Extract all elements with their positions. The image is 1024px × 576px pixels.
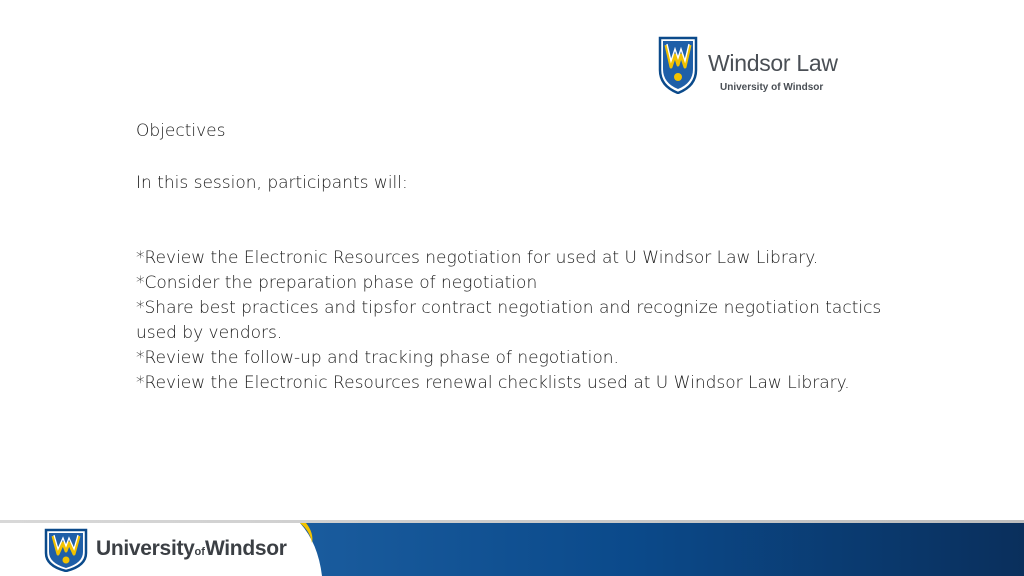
slide-heading: Objectives <box>136 121 226 141</box>
windsor-law-logo <box>658 36 838 96</box>
windsor-law-title: Windsor Law <box>708 50 838 76</box>
slide-content <box>136 119 916 396</box>
footer-wordmark-university: University <box>96 537 195 560</box>
objective-item: *Share best practices and tipsfor contract negotiation and recognize negotiation tactics used by vendors. <box>136 298 882 343</box>
slide-intro: In this session, participants will: <box>136 173 408 193</box>
university-crest-icon <box>44 528 88 572</box>
objective-item: *Review the follow-up and tracking phase of negotiation. <box>136 348 619 368</box>
footer-wordmark-windsor: Windsor <box>204 537 287 560</box>
objective-item: *Consider the preparation phase of negotiation <box>136 273 538 293</box>
footer-wordmark-of: of <box>194 546 205 558</box>
objective-item: *Review the Electronic Resources negotiation for used at U Windsor Law Library. <box>136 248 819 268</box>
windsor-law-subtitle: University of Windsor <box>720 82 824 93</box>
university-crest-icon <box>658 36 698 94</box>
objective-item: *Review the Electronic Resources renewal checklists used at U Windsor Law Library. <box>136 373 850 393</box>
footer-wordmark <box>96 537 287 561</box>
